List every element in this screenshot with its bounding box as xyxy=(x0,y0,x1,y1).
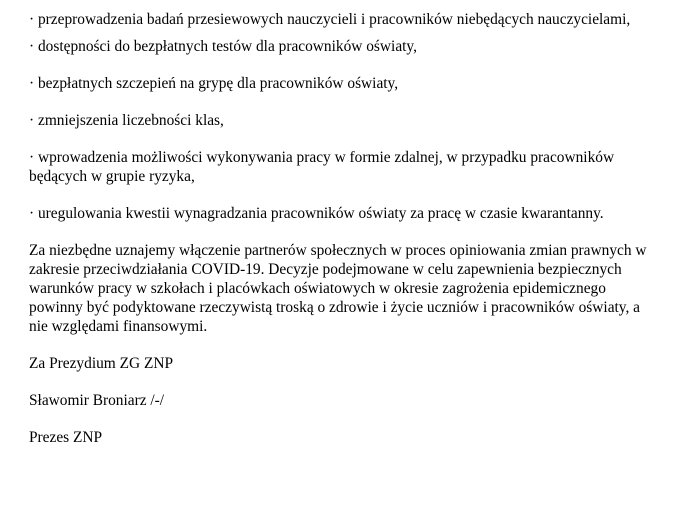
bullet-item: · uregulowania kwestii wynagradzania pracowników oświaty za pracę w czasie kwarantanny. xyxy=(29,204,649,223)
document-body xyxy=(29,10,649,465)
bullet-item: · bezpłatnych szczepień na grypę dla pracowników oświaty, xyxy=(29,74,649,93)
signoff-line: Za Prezydium ZG ZNP xyxy=(29,355,174,372)
bullet-item: · wprowadzenia możliwości wykonywania pracy w formie zdalnej, w przypadku pracowników będących w grupie ryzyka, xyxy=(29,148,649,186)
bullet-item: · dostępności do bezpłatnych testów dla pracowników oświaty, xyxy=(29,37,649,56)
signature-line: Sławomir Broniarz /-/ xyxy=(29,392,165,409)
signatory-title: Prezes ZNP xyxy=(29,429,103,446)
bullet-item: · zmniejszenia liczebności klas, xyxy=(29,111,649,130)
bullet-item: · przeprowadzenia badań przesiewowych nauczycieli i pracowników niebędących nauczycielami, xyxy=(29,10,649,29)
body-paragraph: Za niezbędne uznajemy włączenie partnerów społecznych w proces opiniowania zmian prawnych w zakresie przeciwdziałania COVID-19. Decyzje podejmowane w celu zapewnienia bezpiecznych warunków pracy w szkołach i placówkach oświatowych w okresie zagrożenia epidemicznego powinny być podyktowane rzeczywistą troską o zdrowie i życie uczniów i pracowników oświaty, a nie względami finansowymi. xyxy=(29,242,647,335)
